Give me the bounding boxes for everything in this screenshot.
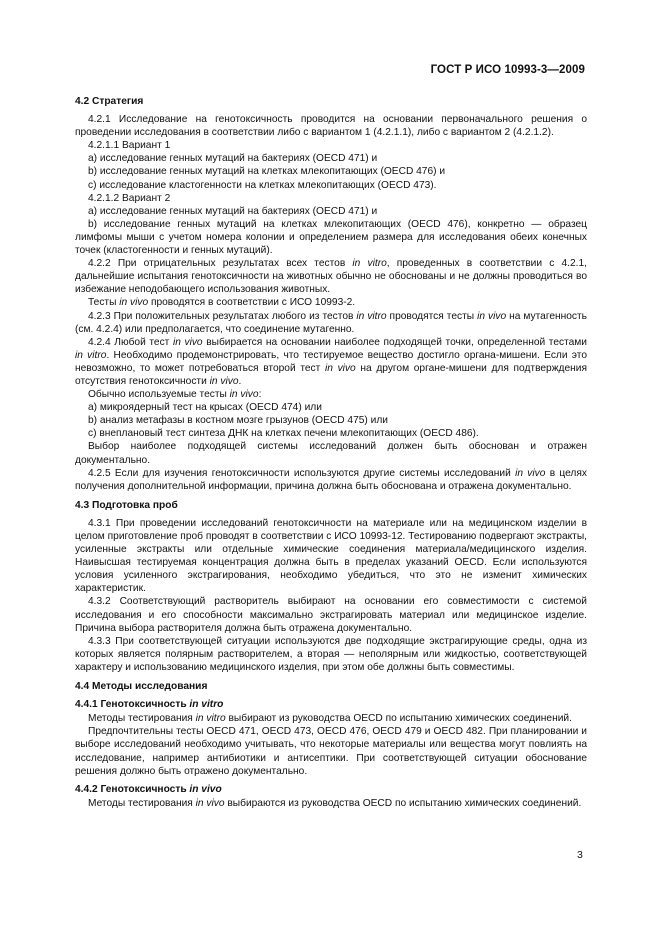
page-number: 3	[577, 849, 583, 861]
list-item: b) анализ метафазы в костном мозге грызунов (OECD 475) или	[88, 415, 388, 427]
paragraph: Обычно используемые тесты in vivo:	[88, 389, 262, 401]
paragraph-4-2-1-2: 4.2.1.2 Вариант 2	[88, 192, 171, 204]
section-title-4-2: 4.2 Стратегия	[75, 96, 144, 107]
paragraph-4-3-2: 4.3.2 Соответствующий растворитель выбирают на основании его совместимости с системой исследования и его способности максимально экстрагировать материал или медицинское изделие. Причина выбора растворителя должна быть отражена документально.	[75, 596, 587, 634]
paragraph: Тесты in vivo проводятся в соответствии с ИСО 10993-2.	[88, 297, 356, 309]
paragraph: Предпочтительны тесты OECD 471, OECD 473, OECD 476, OECD 479 и OECD 482. При планировании и выборе исследований необходимо учитывать, что некоторые материалы или вещества могут повлиять на исследование, например антибиотики и антисептики. При соответствующей ситуации обоснование решения должно быть отражено документально.	[75, 726, 587, 777]
list-item: c) исследование кластогенности на клетках млекопитающих (OECD 473).	[88, 179, 437, 191]
subsection-title-4-4-2: 4.4.2 Генотоксичность in vivo	[75, 783, 222, 795]
paragraph-4-2-2: 4.2.2 При отрицательных результатах всех тестов in vitro, проведенных в соответствии с 4.2.1, дальнейшие испытания генотоксичности на животных обычно не обоснованы и не должны проводиться во избежание неподобающего использования животных.	[75, 258, 587, 296]
document-body	[75, 95, 587, 810]
list-item: c) внеплановый тест синтеза ДНК на клетках печени млекопитающих (OECD 486).	[88, 428, 479, 440]
list-item: b) исследование генных мутаций на клетках млекопитающих (OECD 476) и	[88, 166, 446, 178]
section-title-4-3: 4.3 Подготовка проб	[75, 499, 178, 511]
paragraph: Методы тестирования in vitro выбирают из руководства OECD по испытанию химических соединений.	[88, 713, 572, 725]
paragraph-4-2-4: 4.2.4 Любой тест in vivo выбирается на основании наиболее подходящей точки, определенной тестами in vitro. Необходимо продемонстрировать, что тестируемое вещество достигло органа-мишени. Если это невозможно, то может потребоваться второй тест in vivo на другом органе-мишени для подтверждения отсутствия генотоксичности in vivo.	[75, 336, 588, 387]
paragraph-4-2-1-1: 4.2.1.1 Вариант 1	[88, 140, 171, 152]
list-item: a) исследование генных мутаций на бактериях (OECD 471) и	[88, 205, 378, 217]
list-item: a) исследование генных мутаций на бактериях (OECD 471) и	[88, 153, 378, 165]
paragraph-4-2-1: 4.2.1 Исследование на генотоксичность проводится на основании первоначального решения о проведении исследования в соответствии либо с вариантом 1 (4.2.1.1), либо с вариантом 2 (4.2.1.2).	[75, 114, 587, 139]
section-title-4-4: 4.4 Методы исследования	[75, 681, 208, 693]
list-item: a) микроядерный тест на крысах (OECD 474) или	[88, 402, 322, 414]
paragraph: Выбор наиболее подходящей системы исследований должен быть обоснован и отражен документально.	[75, 441, 587, 466]
paragraph-4-2-3: 4.2.3 При положительных результатах любого из тестов in vitro проводятся тесты in vivo на мутагенность (см. 4.2.4) или предполагается, что соединение мутагенно.	[75, 310, 587, 335]
document-header: ГОСТ Р ИСО 10993-3—2009	[430, 64, 585, 76]
paragraph-4-3-1: 4.3.1 При проведении исследований генотоксичности на материале или на медицинском изделии в целом приготовление проб проводят в соответствии с ИСО 10993-12. Тестированию подвергают экстракты, усиленные экстракты или отдельные химические соединения материала/медицинского изделия. Наивысшая тестируемая концентрация должна быть в пределах указаний OECD. Если используются условия усиленного экстрагирования, необходимо убедиться, что это не изменит химических характеристик.	[75, 517, 587, 595]
list-item: b) исследование генных мутаций на клетках млекопитающих (OECD 476), конкретно — образец лимфомы мыши с учетом номера колонии и определением размера для исследования обеих конечных точек (кластогенности и генных мутаций).	[75, 218, 587, 257]
paragraph: Методы тестирования in vivo выбираются из руководства OECD по испытанию химических соединений.	[88, 797, 582, 809]
subsection-title-4-4-1: 4.4.1 Генотоксичность in vitro	[75, 699, 224, 711]
paragraph-4-3-3: 4.3.3 При соответствующей ситуации используются две подходящие экстрагирующие среды, одна из которых является полярным растворителем, а вторая — неполярным или жидкостью, соответствующей характеру и использованию медицинского изделия, при этом обе должны быть совместимы.	[75, 635, 587, 673]
paragraph-4-2-5: 4.2.5 Если для изучения генотоксичности используются другие системы исследований in vivo в целях получения дополнительной информации, причина должна быть обоснована и отражена документально.	[75, 467, 587, 492]
